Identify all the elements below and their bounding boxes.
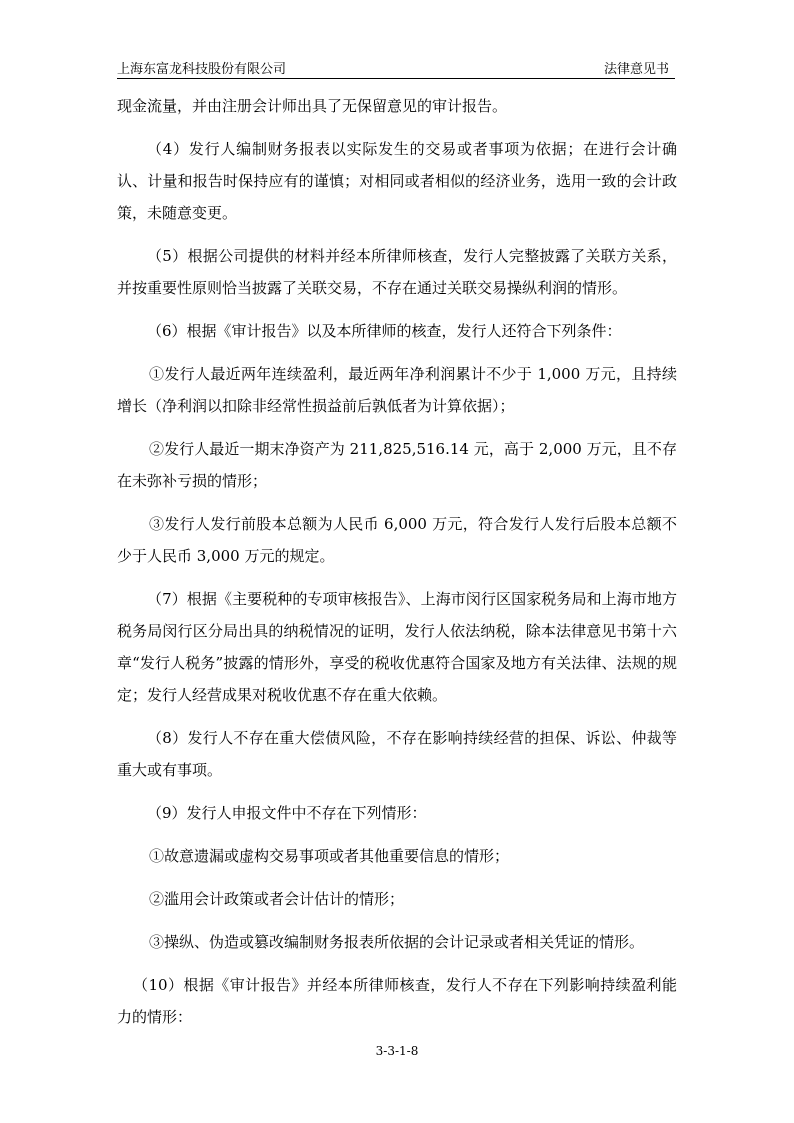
paragraph-item-9-sub-1: ①故意遗漏或虚构交易事项或者其他重要信息的情形； [149, 847, 510, 865]
paragraph-item-6: （6）根据《审计报告》以及本所律师的核查，发行人还符合下列条件： [147, 322, 622, 340]
header-company-name: 上海东富龙科技股份有限公司 [117, 62, 287, 77]
paragraph-item-4: （4）发行人编制财务报表以实际发生的交易或者事项为依据；在进行会计确认、计量和报告时保持应有的谨慎；对相同或者相似的经济业务，选用一致的会计政策，未随意变更。 [117, 140, 677, 222]
header-document-type: 法律意见书 [603, 62, 669, 77]
paragraph-item-6-sub-2: ②发行人最近一期末净资产为 211,825,516.14 元，高于 2,000 万元，且不存在未弥补亏损的情形； [117, 440, 677, 490]
paragraph-item-9-sub-3: ③操纵、伪造或篡改编制财务报表所依据的会计记录或者相关凭证的情形。 [149, 933, 645, 951]
paragraph-cashflow-tail: 现金流量，并由注册会计师出具了无保留意见的审计报告。 [117, 97, 508, 115]
paragraph-item-9-sub-2: ②滥用会计政策或者会计估计的情形； [149, 890, 405, 908]
paragraph-item-7: （7）根据《主要税种的专项审核报告》、上海市闵行区国家税务局和上海市地方税务局闵行区分局出具的纳税情况的证明，发行人依法纳税，除本法律意见书第十六章“发行人税务”披露的情形外，享受的税收优惠符合国家及地方有关法律、法规的规定；发行人经营成果对税收优惠不存在重大依赖。 [117, 590, 677, 704]
document-body [117, 90, 677, 1044]
paragraph-item-5: （5）根据公司提供的材料并经本所律师核查，发行人完整披露了关联方关系，并按重要性原则恰当披露了关联交易，不存在通过关联交易操纵利润的情形。 [117, 247, 677, 297]
paragraph-item-9: （9）发行人申报文件中不存在下列情形： [147, 804, 427, 822]
paragraph-item-6-sub-1: ①发行人最近两年连续盈利，最近两年净利润累计不少于 1,000 万元，且持续增长（净利润以扣除非经常性损益前后孰低者为计算依据）； [117, 365, 677, 415]
page-number: 3-3-1-8 [375, 1044, 419, 1058]
paragraph-item-10: （10）根据《审计报告》并经本所律师核查，发行人不存在下列影响持续盈利能力的情形： [117, 976, 677, 1026]
page-header [117, 56, 675, 79]
paragraph-item-8: （8）发行人不存在重大偿债风险，不存在影响持续经营的担保、诉讼、仲裁等重大或有事项。 [117, 729, 677, 779]
paragraph-item-6-sub-3: ③发行人发行前股本总额为人民币 6,000 万元，符合发行人发行后股本总额不少于人民币 3,000 万元的规定。 [117, 515, 677, 565]
